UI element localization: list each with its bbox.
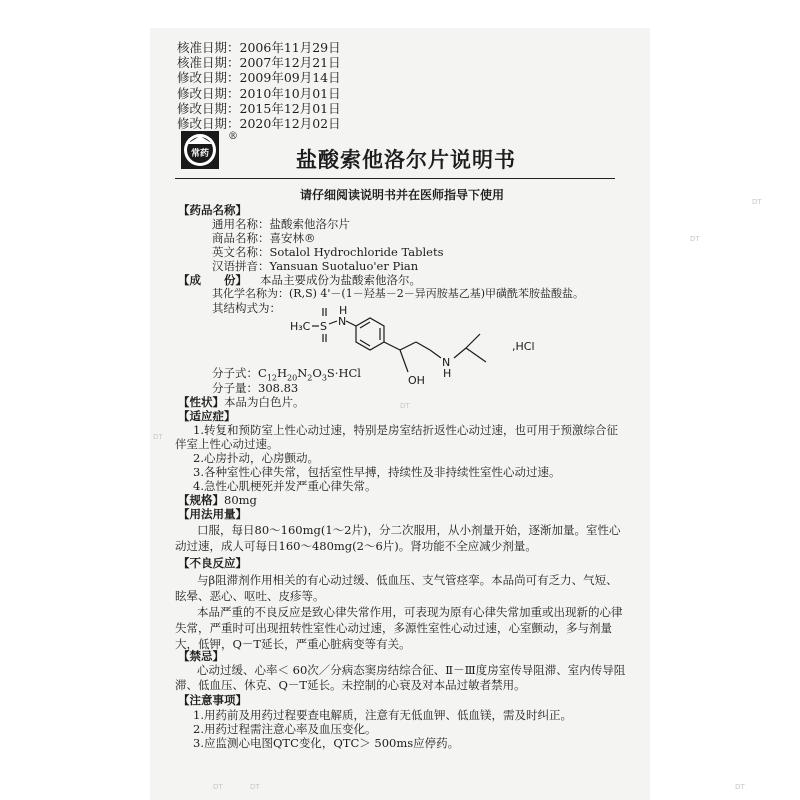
chemical-name: 其化学名称为：(R,S) 4'－(1－羟基－2－异丙胺基乙基)甲磺酰苯胺盐酸盐。 <box>212 287 584 300</box>
revision-row: 修改日期：2015年12月01日 <box>177 100 341 116</box>
approval-dates <box>177 40 341 131</box>
revision-row: 修改日期：2020年12月02日 <box>177 116 341 132</box>
section-header-composition: 【成 份】 <box>178 273 247 287</box>
watermark: DT <box>690 235 700 243</box>
watermark: DT <box>250 783 260 791</box>
hcl-label: ,HCl <box>512 340 535 353</box>
hydroxyl-group: OH <box>408 374 425 387</box>
molecular-formula: 分子式：$C_{12}H_{20}N_2O_3S\cdot HCl$ <box>212 366 361 383</box>
dosage-text: 口服，每日80～160mg(1～2片)，分二次服用，从小剂量开始，逐渐加量。室性心动过速，成人可每日160～480mg(2～6片)。肾功能不全应减少剂量。 <box>175 523 621 553</box>
properties-section: 【性状】本品为白色片。 <box>178 395 305 409</box>
precaution-item: 1.用药前及用药过程要查电解质，注意有无低血钾、低血镁，需及时纠正。 <box>193 708 572 722</box>
h3c-label: H₃C <box>290 320 311 333</box>
revision-row: 修改日期：2009年09月14日 <box>177 70 341 86</box>
watermark: DT <box>735 783 745 791</box>
indication-item: 3.各种室性心律失常，包括室性早搏，持续性及非持续性室性心动过速。 <box>193 465 561 479</box>
indication-item: 1.转复和预防室上性心动过速，特别是房室结折返性心动过速，也可用于预激综合征伴室上性心动过速。 <box>175 423 618 451</box>
composition-main: 本品主要成份为盐酸索他洛尔。 <box>260 273 421 287</box>
generic-name: 通用名称：盐酸索他洛尔片 <box>212 217 350 231</box>
adverse-paragraph-1: 与β阻滞剂作用相关的有心动过缓、低血压、支气管痉挛。本品尚可有乏力、气短、眩晕、恶心、呕吐、皮疹等。 <box>175 573 618 603</box>
precaution-item: 3.应监测心电图QTC变化，QTC＞ 500ms应停药。 <box>193 736 460 750</box>
logo-text: 常药 <box>190 149 210 159</box>
amide-hydrogen: H <box>339 304 348 317</box>
company-logo <box>180 130 220 170</box>
document-title: 盐酸索他洛尔片说明书 <box>296 148 516 172</box>
precaution-item: 2.用药过程需注意心率及血压变化。 <box>193 722 377 736</box>
contraindications-text: 心动过缓、心率＜ 60次／分病态窦房结综合征、Ⅱ－Ⅲ度房室传导阻滞、室内传导阻滞、低血压、休克、Q－T延长。未控制的心衰及对本品过敏者禁用。 <box>175 663 626 692</box>
amine-nitrogen: N <box>442 356 451 369</box>
watermark: DT <box>400 402 410 410</box>
watermark: DT <box>213 783 223 791</box>
amine-hydrogen: H <box>443 367 452 380</box>
indication-item: 4.急性心肌梗死并发严重心律失常。 <box>193 479 377 493</box>
molecular-weight: 分子量：308.83 <box>212 381 299 395</box>
document-subtitle: 请仔细阅读说明书并在医师指导下使用 <box>300 188 505 202</box>
pinyin-name: 汉语拼音：Yansuan Suotaluo'er Pian <box>212 259 419 273</box>
section-header-indications: 【适应症】 <box>178 409 236 423</box>
nitrogen-atom: N <box>338 315 347 328</box>
approval-row: 核准日期：2006年11月29日 <box>177 40 341 55</box>
sulfur-atom: S <box>320 320 327 333</box>
structure-label: 其结构式为： <box>212 301 281 315</box>
adverse-paragraph-2: 本品严重的不良反应是致心律失常作用，可表现为原有心律失常加重或出现新的心律失常，严重时可出现扭转性室性心动过速，多源性室性心动过速，心室颤动，多与剂量大，低钾，Q－T延长，严重心脏病变等有关。 <box>175 605 623 651</box>
approval-row: 核准日期：2007年12月21日 <box>177 55 341 71</box>
watermark: DT <box>752 198 762 206</box>
trade-name: 商品名称：喜安林® <box>212 231 316 245</box>
section-header-contraindications: 【禁忌】 <box>178 649 224 663</box>
revision-row: 修改日期：2010年10月01日 <box>177 85 341 101</box>
english-name: 英文名称：Sotalol Hydrochloride Tablets <box>212 245 444 259</box>
indication-item: 2.心房扑动，心房颤动。 <box>193 451 319 465</box>
section-header-adverse: 【不良反应】 <box>178 556 247 570</box>
section-header-drug-name: 【药品名称】 <box>178 203 247 217</box>
section-header-precautions: 【注意事项】 <box>178 693 247 707</box>
registered-mark: ® <box>228 131 238 142</box>
title-divider <box>175 178 615 179</box>
section-header-dosage: 【用法用量】 <box>178 507 247 521</box>
watermark: DT <box>153 433 163 441</box>
spec-section: 【规格】80mg <box>178 493 257 507</box>
